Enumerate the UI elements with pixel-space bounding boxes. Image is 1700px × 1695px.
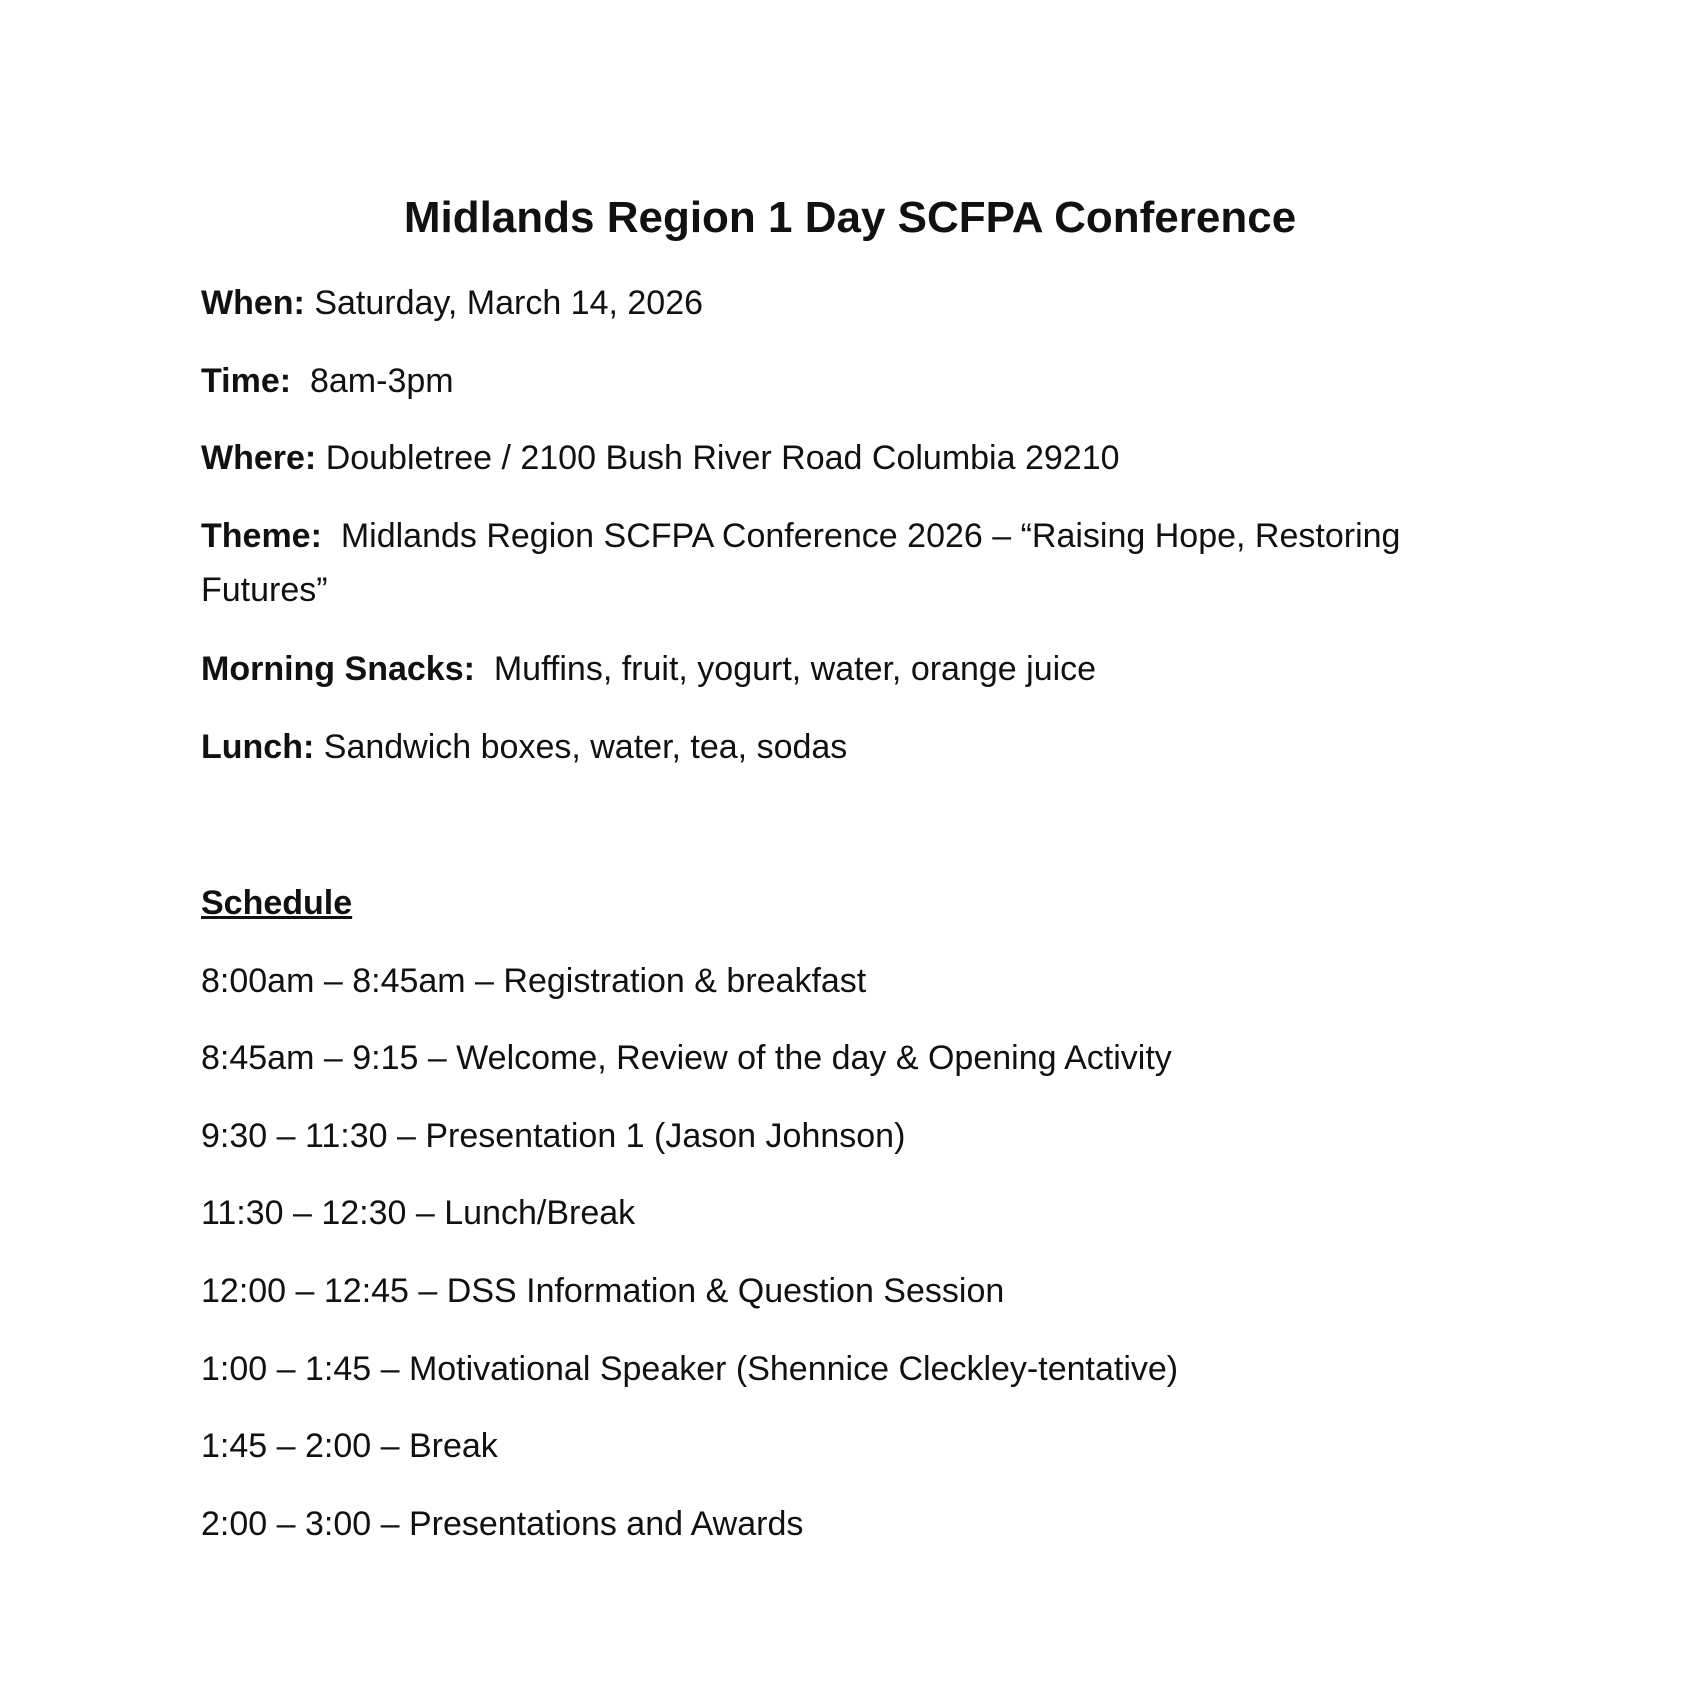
schedule-item: 2:00 – 3:00 – Presentations and Awards xyxy=(201,1505,804,1543)
lunch-value: Sandwich boxes, water, tea, sodas xyxy=(323,728,848,766)
theme-value: Midlands Region SCFPA Conference 2026 – “Raising Hope, Restoring Futures” xyxy=(201,517,1401,609)
where-value: Doubletree / 2100 Bush River Road Columbia 29210 xyxy=(325,439,1120,477)
where-line xyxy=(201,431,1120,485)
schedule-item: 11:30 – 12:30 – Lunch/Break xyxy=(201,1194,636,1232)
time-line xyxy=(201,354,454,408)
schedule-item: 8:45am – 9:15 – Welcome, Review of the day & Opening Activity xyxy=(201,1039,1172,1077)
schedule-item: 9:30 – 11:30 – Presentation 1 (Jason Johnson) xyxy=(201,1117,906,1155)
theme-line xyxy=(201,509,1531,617)
snacks-label: Morning Snacks: xyxy=(201,650,475,688)
lunch-label: Lunch: xyxy=(201,728,315,766)
where-label: Where: xyxy=(201,439,317,477)
schedule-item: 12:00 – 12:45 – DSS Information & Question Session xyxy=(201,1272,1005,1310)
when-line xyxy=(201,276,703,330)
time-value: 8am-3pm xyxy=(309,362,454,400)
when-label: When: xyxy=(201,284,305,322)
theme-label: Theme: xyxy=(201,517,322,555)
schedule-heading: Schedule xyxy=(201,884,353,922)
lunch-line xyxy=(201,720,847,774)
snacks-value: Muffins, fruit, yogurt, water, orange juice xyxy=(493,650,1097,688)
page-title: Midlands Region 1 Day SCFPA Conference xyxy=(403,193,1297,242)
snacks-line xyxy=(201,642,1096,696)
time-label: Time: xyxy=(201,362,292,400)
schedule-item: 1:45 – 2:00 – Break xyxy=(201,1427,498,1465)
schedule-item: 1:00 – 1:45 – Motivational Speaker (Shennice Cleckley-tentative) xyxy=(201,1350,1179,1388)
schedule-item: 8:00am – 8:45am – Registration & breakfast xyxy=(201,962,867,1000)
when-value: Saturday, March 14, 2026 xyxy=(314,284,704,322)
